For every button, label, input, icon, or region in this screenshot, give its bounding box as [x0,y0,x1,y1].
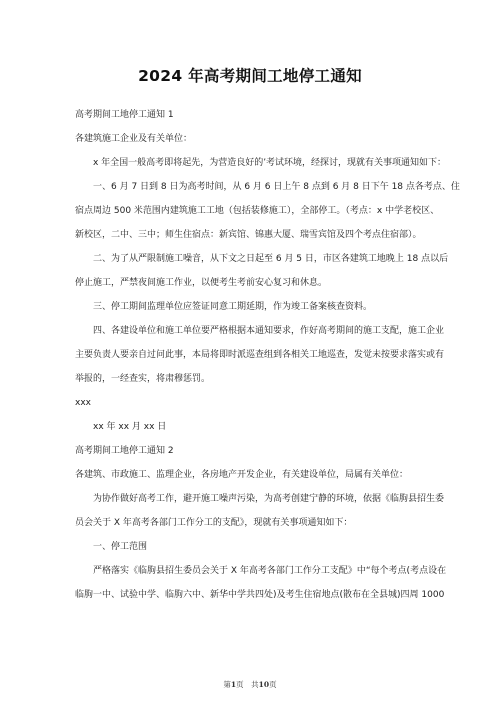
paragraph-line: 二、为了从严限制施工噪音，从下文之日起至 6 月 5 日，市区各建筑工地晚上 18 点以后 [93,254,449,264]
paragraph-line: 宿点周边 500 米范围内建筑施工工地（包括装修施工），全部停工。（考点：x 中学老校区、 [75,206,440,216]
paragraph-line: 各建筑、市政施工、监理企业，各房地产开发企业，有关建设单位，局属有关单位： [75,470,409,480]
paragraph-line: 四、各建设单位和施工单位要严格根据本通知要求，作好高考期间的施工支配，施工企业 [93,326,445,336]
paragraph-line: xx 年 xx 月 xx 日 [93,422,167,432]
footer-mid: 页 共 [236,680,259,689]
paragraph-line: 高考期间工地停工通知 1 [75,110,174,120]
footer-suffix: 页 [269,680,277,689]
footer-prefix: 第 [223,680,231,689]
paragraph-line: 各建筑施工企业及有关单位： [75,134,193,144]
paragraph-line: 举报的，一经查实，将肃穆惩罚。 [75,374,211,384]
footer-page-number: 1 [230,680,237,689]
document-body [75,103,460,607]
paragraph-line: xxx [75,398,91,408]
paragraph-line: x 年全国一般高考即将起先，为营造良好的’考试环境，经探讨，现就有关事项通知如下： [93,158,447,168]
paragraph-line: 员会关于 X 年高考各部门工作分工的支配》，现就有关事项通知如下： [75,518,353,528]
paragraph-line: 高考期间工地停工通知 2 [75,446,174,456]
page-footer [0,679,500,690]
paragraph-line: 停止施工，严禁夜间施工作业，以便考生考前安心复习和休息。 [75,278,328,288]
paragraph-line: 临朐一中、试验中学、临朐六中、新华中学共四处)及考生住宿地点(散布在全县城)四周 1000 [75,590,445,600]
paragraph-line: 新校区，二中、三中；师生住宿点：新宾馆、锦惠大厦、瑞雪宾馆及四个考点住宿部）。 [75,230,422,240]
footer-total-pages: 10 [258,680,270,689]
paragraph-line: 一、停工范围 [93,542,148,552]
paragraph-line: 三、停工期间监理单位应签证同意工期延期，作为竣工备案核查资料。 [93,302,373,312]
paragraph-line: 一、6 月 7 日到 8 日为高考时间，从 6 月 6 日上午 8 点到 6 月 8 日下午 18 点各考点、住 [93,182,460,192]
paragraph-line: 为协作做好高考工作，避开施工噪声污染，为高考创建宁静的环境，依据《临朐县招生委 [93,494,445,504]
document-title: 2024 年高考期间工地停工通知 [138,67,362,85]
paragraph-line: 严格落实《临朐县招生委员会关于 X 年高考各部门工作分工支配》中“每个考点(考点设在 [93,566,447,576]
paragraph-line: 主要负责人要亲自过问此事，本局将即时派巡查组到各相关工地巡查，发觉未按要求落实或有 [75,350,445,360]
